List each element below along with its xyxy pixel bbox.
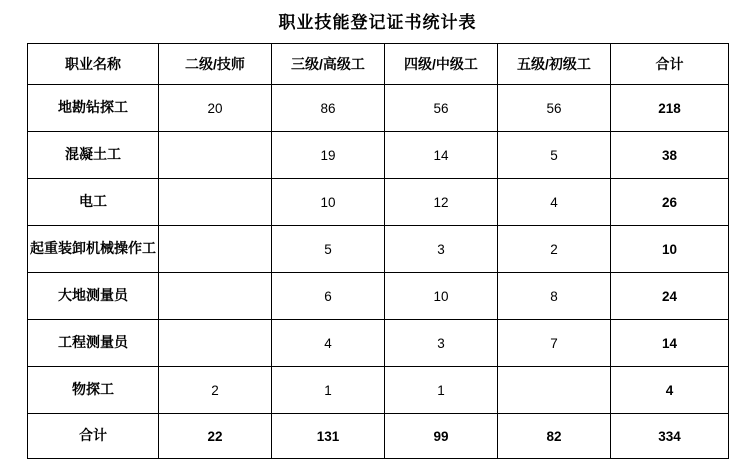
table-total-row xyxy=(28,414,729,459)
cell-level4: 10 xyxy=(385,273,498,320)
cell-total: 24 xyxy=(611,273,729,320)
row-label: 地勘钻探工 xyxy=(28,85,159,132)
cell-level5: 2 xyxy=(498,226,611,273)
column-header-level3: 三级/高级工 xyxy=(272,44,385,85)
table-row xyxy=(28,367,729,414)
cell-total: 218 xyxy=(611,85,729,132)
table-row xyxy=(28,226,729,273)
column-header-total: 合计 xyxy=(611,44,729,85)
total-level2: 22 xyxy=(159,414,272,459)
table-header xyxy=(28,44,729,85)
certificate-statistics-table xyxy=(27,43,729,459)
row-label: 大地测量员 xyxy=(28,273,159,320)
table-header-row xyxy=(28,44,729,85)
cell-level3: 86 xyxy=(272,85,385,132)
cell-total: 38 xyxy=(611,132,729,179)
total-level5: 82 xyxy=(498,414,611,459)
table-body xyxy=(28,85,729,459)
cell-level2: 20 xyxy=(159,85,272,132)
cell-level4: 14 xyxy=(385,132,498,179)
cell-level5: 56 xyxy=(498,85,611,132)
row-label: 起重装卸机械操作工 xyxy=(28,226,159,273)
cell-level2: 2 xyxy=(159,367,272,414)
cell-total: 10 xyxy=(611,226,729,273)
cell-level5 xyxy=(498,367,611,414)
cell-level3: 5 xyxy=(272,226,385,273)
column-header-occupation: 职业名称 xyxy=(28,44,159,85)
page-title: 职业技能登记证书统计表 xyxy=(278,13,477,32)
cell-level3: 19 xyxy=(272,132,385,179)
table-row xyxy=(28,85,729,132)
cell-level2 xyxy=(159,179,272,226)
cell-level2 xyxy=(159,320,272,367)
cell-level5: 8 xyxy=(498,273,611,320)
cell-level3: 6 xyxy=(272,273,385,320)
cell-level4: 12 xyxy=(385,179,498,226)
cell-total: 4 xyxy=(611,367,729,414)
cell-level4: 3 xyxy=(385,320,498,367)
column-header-level4: 四级/中级工 xyxy=(385,44,498,85)
row-label-total: 合计 xyxy=(28,414,159,459)
cell-level4: 1 xyxy=(385,367,498,414)
row-label: 工程测量员 xyxy=(28,320,159,367)
cell-level4: 56 xyxy=(385,85,498,132)
row-label: 物探工 xyxy=(28,367,159,414)
cell-level3: 4 xyxy=(272,320,385,367)
cell-level2 xyxy=(159,226,272,273)
row-label: 电工 xyxy=(28,179,159,226)
grand-total: 334 xyxy=(611,414,729,459)
table-row xyxy=(28,273,729,320)
cell-level5: 7 xyxy=(498,320,611,367)
cell-level5: 4 xyxy=(498,179,611,226)
column-header-level5: 五级/初级工 xyxy=(498,44,611,85)
column-header-level2: 二级/技师 xyxy=(159,44,272,85)
cell-level2 xyxy=(159,273,272,320)
cell-total: 14 xyxy=(611,320,729,367)
total-level3: 131 xyxy=(272,414,385,459)
cell-level2 xyxy=(159,132,272,179)
cell-total: 26 xyxy=(611,179,729,226)
table-row xyxy=(28,179,729,226)
cell-level3: 1 xyxy=(272,367,385,414)
row-label: 混凝土工 xyxy=(28,132,159,179)
table-row xyxy=(28,320,729,367)
cell-level3: 10 xyxy=(272,179,385,226)
table-container xyxy=(0,43,755,459)
table-row xyxy=(28,132,729,179)
total-level4: 99 xyxy=(385,414,498,459)
cell-level4: 3 xyxy=(385,226,498,273)
cell-level5: 5 xyxy=(498,132,611,179)
